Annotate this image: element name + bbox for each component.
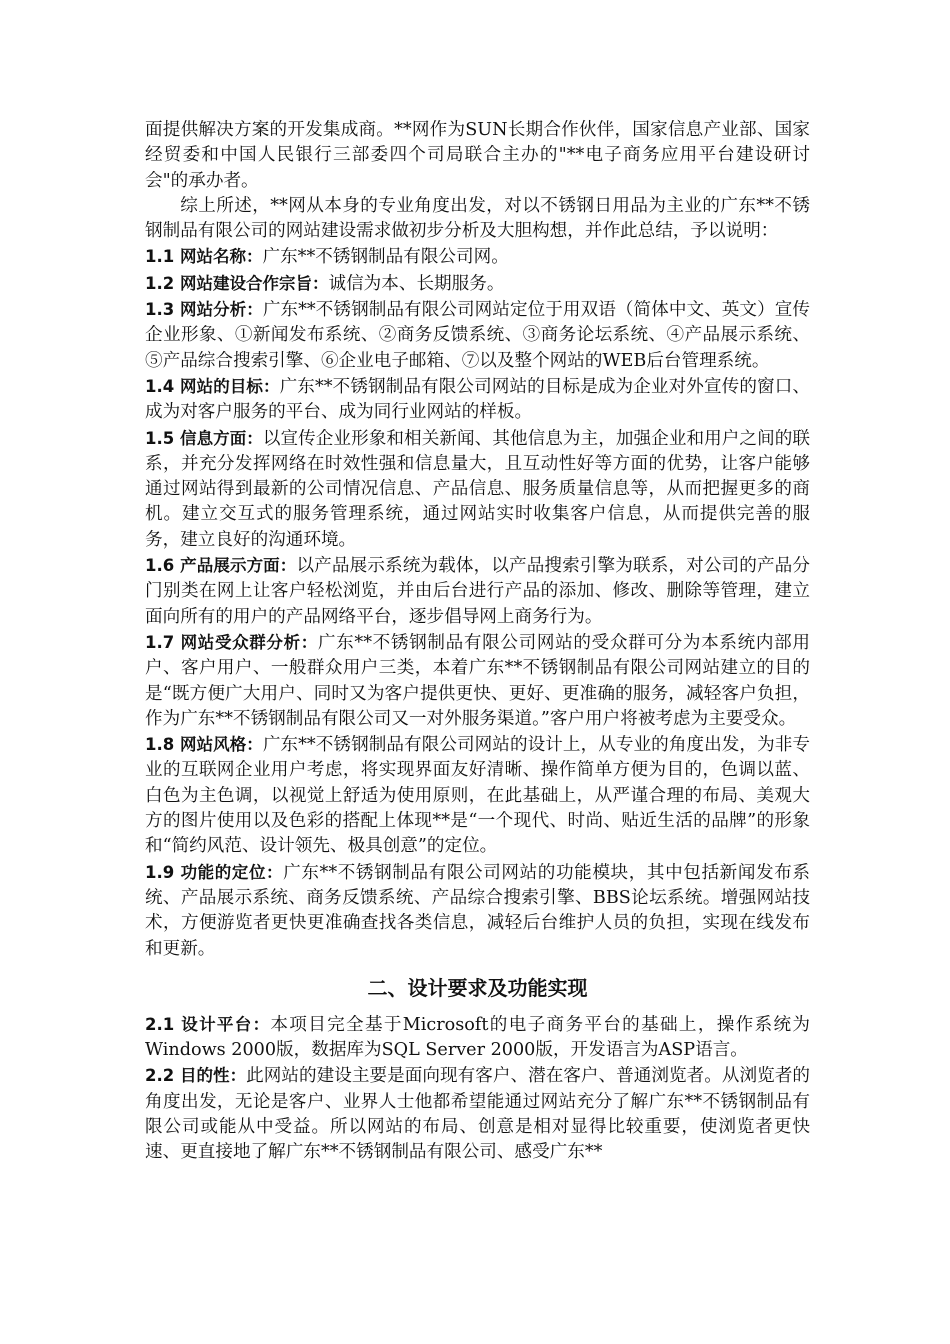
item-label: 1.6 产品展示方面：: [145, 556, 297, 576]
intro-continuation-paragraph: 面提供解决方案的开发集成商。**网作为SUN长期合作伙伴，国家信息产业部、国家经贸委和中国人民银行三部委四个司局联合主办的"**电子商务应用平台建设研讨会"的承办者。: [145, 120, 810, 191]
item-1-2: [145, 271, 810, 297]
item-text: 广东**不锈钢制品有限公司网站的目标是成为企业对外宣传的窗口、成为对客户服务的平台、成为同行业网站的样板。: [145, 376, 810, 423]
item-2-1: [145, 1012, 810, 1064]
item-label: 1.7 网站受众群分析：: [145, 632, 318, 652]
item-text: 本项目完全基于Microsoft的电子商务平台的基础上，操作系统为Windows 2000版，数据库为SQL Server 2000版，开发语言为ASP语言。: [145, 1014, 810, 1061]
item-1-9: [145, 860, 810, 962]
item-text: 以宣传企业形象和相关新闻、其他信息为主，加强企业和用户之间的联系，并充分发挥网络在时效性强和信息量大，且互动性好等方面的优势，让客户能够通过网站得到最新的公司情况信息、产品信息、服务质量信息等，从而把握更多的商机。建立交互式的服务管理系统，通过网站实时收集客户信息，从而提供完善的服务，建立良好的沟通环境。: [145, 428, 810, 550]
item-text: 广东**不锈钢制品有限公司网。: [262, 247, 509, 268]
item-1-6: [145, 553, 810, 630]
item-label: 1.4 网站的目标：: [145, 376, 280, 396]
item-1-4: [145, 374, 810, 426]
section-2-heading: 二、设计要求及功能实现: [367, 975, 588, 1000]
item-label: 1.9 功能的定位：: [145, 862, 284, 882]
item-text: 广东**不锈钢制品有限公司网站的受众群可分为本系统内部用户、客户用户、一般群众用户三类，本着广东**不锈钢制品有限公司网站建立的目的是“既方便广大用户、同时又为客户提供更快、更好、更准确的服务，减轻客户负担，作为广东**不锈钢制品有限公司又一对外服务渠道。”客户用户将被考虑为主要受众。: [145, 632, 810, 729]
item-label: 1.3 网站分析：: [145, 300, 263, 320]
item-label: 1.8 网站风格：: [145, 735, 263, 755]
document-page: [145, 118, 810, 1166]
item-text: 广东**不锈钢制品有限公司网站定位于用双语（简体中文、英文）宣传企业形象、①新闻发布系统、②商务反馈系统、③商务论坛系统、④产品展示系统、⑤产品综合搜索引擎、⑥企业电子邮箱、⑦以及整个网站的WEB后台管理系统。: [145, 300, 810, 371]
item-1-3: [145, 297, 810, 374]
item-1-5: [145, 426, 810, 553]
summary-paragraph: 综上所述，**网从本身的专业角度出发，对以不锈钢日用品为主业的广东**不锈钢制品有限公司的网站建设需求做初步分析及大胆构想，并作此总结，予以说明：: [145, 195, 810, 242]
item-text: 此网站的建设主要是面向现有客户、潜在客户、普通浏览者。从浏览者的角度出发，无论是客户、业界人士他都希望能通过网站充分了解广东**不锈钢制品有限公司或能从中受益。所以网站的布局、创意是相对显得比较重要，使浏览者更快速、更直接地了解广东**不锈钢制品有限公司、感受广东**: [145, 1066, 810, 1163]
item-label: 2.1 设计平台：: [145, 1014, 271, 1034]
item-1-1: [145, 244, 810, 270]
item-1-7: [145, 630, 810, 732]
item-1-8: [145, 732, 810, 859]
item-label: 1.5 信息方面：: [145, 428, 263, 448]
item-2-2: [145, 1063, 810, 1165]
item-text: 广东**不锈钢制品有限公司网站的设计上，从专业的角度出发，为非专业的互联网企业用户考虑，将实现界面友好清晰、操作简单方便为目的，色调以蓝、白色为主色调，以视觉上舒适为使用原则，在此基础上，从严谨合理的布局、美观大方的图片使用以及色彩的搭配上体现**是“一个现代、时尚、贴近生活的品牌”的形象和“简约风范、设计领先、极具创意”的定位。: [145, 735, 810, 857]
item-label: 1.1 网站名称：: [145, 247, 263, 267]
item-label: 1.2 网站建设合作宗旨：: [145, 273, 329, 293]
item-text: 诚信为本、长期服务。: [328, 273, 505, 294]
item-label: 2.2 目的性：: [145, 1066, 247, 1086]
item-text: 广东**不锈钢制品有限公司网站的功能模块，其中包括新闻发布系统、产品展示系统、商务反馈系统、产品综合搜索引擎、BBS论坛系统。增强网站技术，方便游览者更快更准确查找各类信息，减轻后台维护人员的负担，实现在线发布和更新。: [145, 862, 810, 959]
item-text: 以产品展示系统为载体，以产品搜索引擎为联系，对公司的产品分门别类在网上让客户轻松浏览，并由后台进行产品的添加、修改、删除等管理，建立面向所有的用户的产品网络平台，逐步倡导网上商务行为。: [145, 556, 810, 627]
